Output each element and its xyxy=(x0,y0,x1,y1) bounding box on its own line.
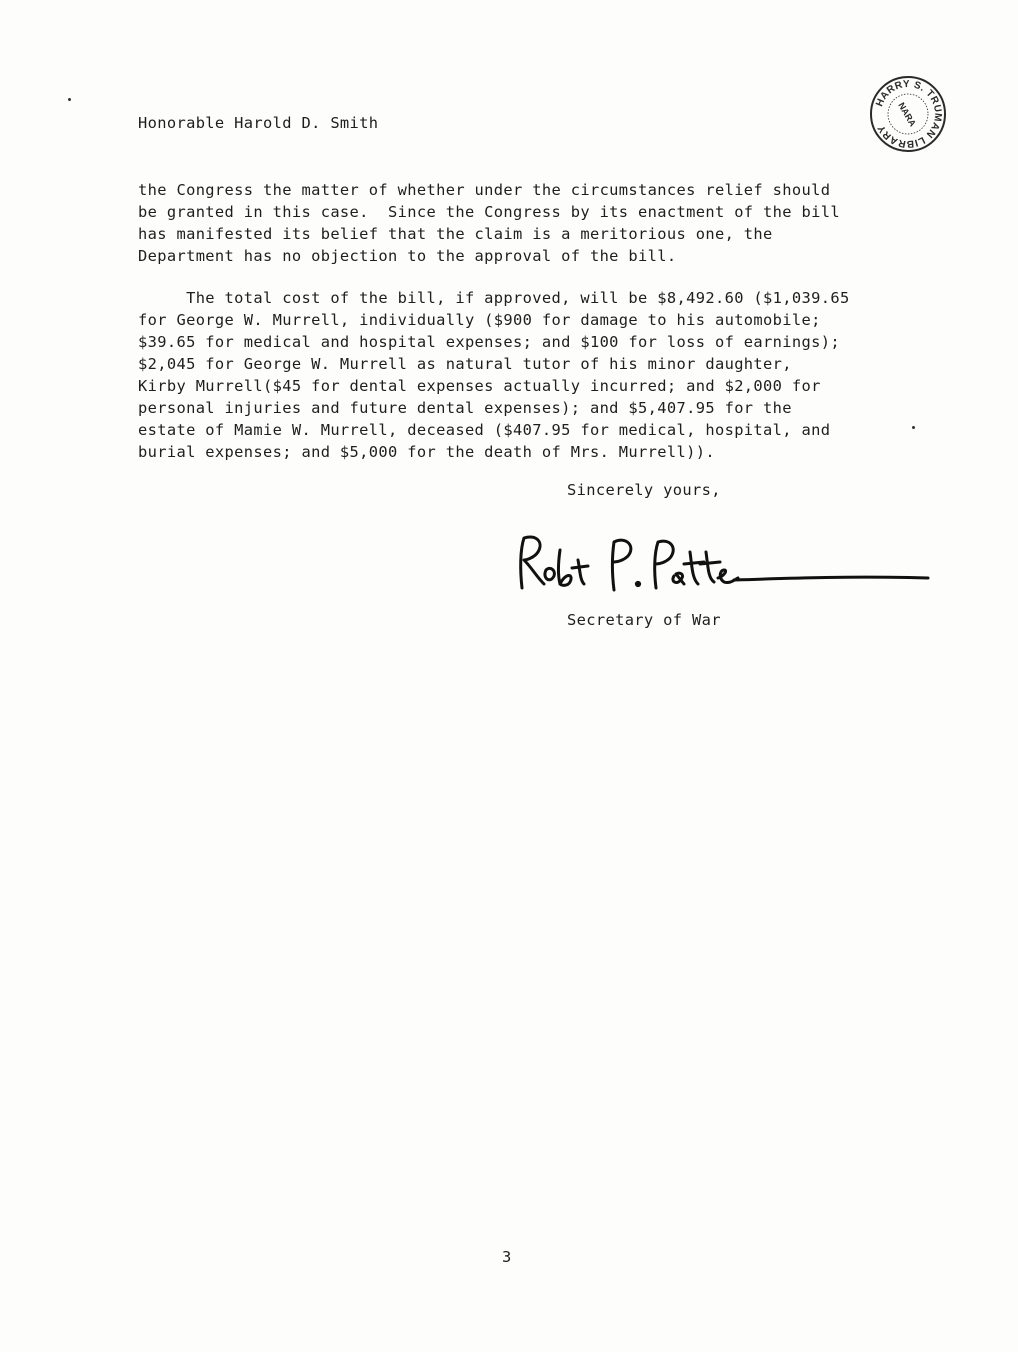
paragraph-1-line: the Congress the matter of whether under the circumstances relief should xyxy=(138,181,831,199)
paragraph-1-line: has manifested its belief that the claim is a meritorious one, the xyxy=(138,225,773,243)
closing-salutation: Sincerely yours, xyxy=(567,481,721,499)
paragraph-2-line: $39.65 for medical and hospital expenses; and $100 for loss of earnings); xyxy=(138,333,840,351)
paragraph-2-line: $2,045 for George W. Murrell as natural tutor of his minor daughter, xyxy=(138,355,792,373)
svg-text:NARA: NARA xyxy=(896,100,918,129)
scan-speck xyxy=(912,426,915,429)
paragraph-2-line: estate of Mamie W. Murrell, deceased ($407.95 for medical, hospital, and xyxy=(138,421,831,439)
paragraph-2-line: personal injuries and future dental expenses); and $5,407.95 for the xyxy=(138,399,792,417)
scan-speck xyxy=(68,98,71,101)
handwritten-signature xyxy=(514,530,932,594)
library-stamp-seal xyxy=(868,74,948,154)
svg-text:HARRY S. TRUMAN LIBRARY: HARRY S. TRUMAN LIBRARY xyxy=(874,78,944,150)
paragraph-2-line: burial expenses; and $5,000 for the death of Mrs. Murrell)). xyxy=(138,443,715,461)
page-number: 3 xyxy=(502,1248,512,1266)
paragraph-1-line: be granted in this case. Since the Congress by its enactment of the bill xyxy=(138,203,840,221)
addressee-line: Honorable Harold D. Smith xyxy=(138,114,379,132)
paragraph-2-line: for George W. Murrell, individually ($900 for damage to his automobile; xyxy=(138,311,821,329)
paragraph-1-line: Department has no objection to the approval of the bill. xyxy=(138,247,677,265)
paragraph-2-line: Kirby Murrell($45 for dental expenses actually incurred; and $2,000 for xyxy=(138,377,821,395)
paragraph-2-line: The total cost of the bill, if approved, will be $8,492.60 ($1,039.65 xyxy=(138,289,850,307)
signer-title: Secretary of War xyxy=(567,611,721,629)
